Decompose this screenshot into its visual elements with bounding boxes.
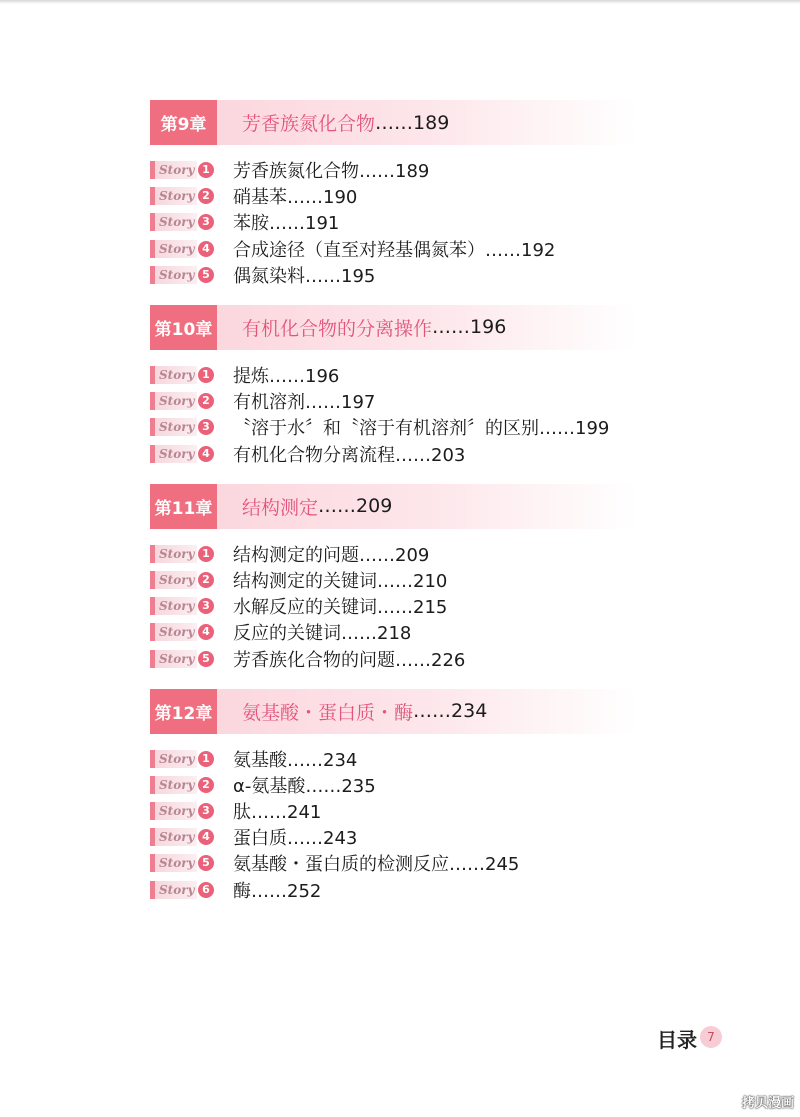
story-entry <box>150 541 670 567</box>
story-label <box>150 161 215 179</box>
story-title: 苯胺……191 <box>233 213 340 235</box>
story-label <box>150 392 215 410</box>
story-number-circle: 2 <box>198 393 214 409</box>
story-title: 提炼……196 <box>233 366 340 388</box>
story-number-circle: 3 <box>198 803 214 819</box>
story-number-circle: 1 <box>198 751 214 767</box>
chapter-section <box>150 689 670 903</box>
story-entry <box>150 157 670 183</box>
story-entry <box>150 746 670 772</box>
chapter-number-box: 第12章 <box>150 689 217 734</box>
story-title: 〝溶于水〞和〝溶于有机溶剂〞的区别……199 <box>233 418 610 440</box>
story-title: 硝基苯……190 <box>233 187 358 209</box>
story-title: 肽……241 <box>233 802 322 824</box>
story-title: 结构测定的关键词……210 <box>233 570 448 592</box>
chapter-number-box: 第9章 <box>150 100 217 145</box>
story-tag: Story <box>155 650 197 668</box>
story-number-circle: 2 <box>198 188 214 204</box>
story-entry <box>150 567 670 593</box>
story-entry <box>150 798 670 824</box>
story-tag: Story <box>155 545 197 563</box>
story-tag: Story <box>155 366 197 384</box>
story-entry <box>150 772 670 798</box>
footer-section-label: 目录 <box>657 1028 697 1052</box>
story-entry <box>150 619 670 645</box>
story-tag: Story <box>155 571 197 589</box>
story-label <box>150 750 215 768</box>
story-title: 酶……252 <box>233 880 322 902</box>
story-label <box>150 881 215 899</box>
story-entry <box>150 414 670 440</box>
chapter-number-box: 第10章 <box>150 305 217 350</box>
story-entry <box>150 441 670 467</box>
story-label <box>150 187 215 205</box>
story-entry <box>150 209 670 235</box>
story-title: 氨基酸……234 <box>233 749 358 771</box>
story-label <box>150 650 215 668</box>
story-title: 水解反应的关键词……215 <box>233 597 448 619</box>
story-entry <box>150 824 670 850</box>
story-number-circle: 2 <box>198 777 214 793</box>
story-entry <box>150 183 670 209</box>
chapter-section <box>150 484 670 672</box>
story-title: 有机化合物分离流程……203 <box>233 444 466 466</box>
story-entry <box>150 593 670 619</box>
chapter-section <box>150 100 670 288</box>
story-number-circle: 1 <box>198 367 214 383</box>
chapter-header <box>150 305 670 350</box>
footer-page-number: 7 <box>700 1026 722 1048</box>
story-number-circle: 5 <box>198 267 214 283</box>
chapter-title: 芳香族氮化合物 <box>242 113 376 135</box>
story-entry <box>150 645 670 671</box>
story-tag: Story <box>155 161 197 179</box>
story-title: 结构测定的问题……209 <box>233 544 430 566</box>
story-label <box>150 266 215 284</box>
story-tag: Story <box>155 828 197 846</box>
story-label <box>150 854 215 872</box>
chapter-section <box>150 305 670 467</box>
chapter-page-ref: ……234 <box>413 700 488 723</box>
story-tag: Story <box>155 213 197 231</box>
story-number-circle: 1 <box>198 546 214 562</box>
story-number-circle: 3 <box>198 419 214 435</box>
story-number-circle: 1 <box>198 162 214 178</box>
story-label <box>150 828 215 846</box>
story-number-circle: 4 <box>198 446 214 462</box>
story-tag: Story <box>155 445 197 463</box>
story-label <box>150 571 215 589</box>
chapter-page-ref: ……196 <box>432 316 507 339</box>
story-number-circle: 3 <box>198 214 214 230</box>
page-top-edge <box>0 0 800 4</box>
story-tag: Story <box>155 240 197 258</box>
story-title: 反应的关键词……218 <box>233 623 412 645</box>
story-label <box>150 366 215 384</box>
story-label <box>150 623 215 641</box>
story-number-circle: 3 <box>198 598 214 614</box>
chapter-title: 有机化合物的分离操作 <box>242 317 433 340</box>
story-tag: Story <box>155 854 197 872</box>
story-number-circle: 5 <box>198 651 214 667</box>
story-label <box>150 213 215 231</box>
story-tag: Story <box>155 266 197 284</box>
story-tag: Story <box>155 776 197 794</box>
story-label <box>150 776 215 794</box>
story-label <box>150 545 215 563</box>
story-label <box>150 597 215 615</box>
story-entry <box>150 877 670 903</box>
chapter-title-band <box>217 689 637 734</box>
story-title: 有机溶剂……197 <box>233 392 376 414</box>
story-label <box>150 240 215 258</box>
story-tag: Story <box>155 802 197 820</box>
story-title: 合成途径（直至对羟基偶氮苯）……192 <box>233 239 556 261</box>
watermark: 拷贝漫画 <box>741 1096 794 1111</box>
chapter-header <box>150 100 670 145</box>
chapter-header <box>150 484 670 529</box>
story-tag: Story <box>155 881 197 899</box>
table-of-contents <box>150 100 670 920</box>
chapter-header <box>150 689 670 734</box>
story-entry <box>150 850 670 876</box>
story-label <box>150 418 215 436</box>
story-title: 芳香族化合物的问题……226 <box>233 649 466 671</box>
story-tag: Story <box>155 750 197 768</box>
story-number-circle: 4 <box>198 241 214 257</box>
story-tag: Story <box>155 187 197 205</box>
story-entry <box>150 236 670 262</box>
story-number-circle: 2 <box>198 572 214 588</box>
chapter-title-band <box>217 305 637 350</box>
story-tag: Story <box>155 623 197 641</box>
chapter-page-ref: ……189 <box>375 111 450 134</box>
chapter-title: 结构测定 <box>242 496 319 519</box>
chapter-title: 氨基酸・蛋白质・酶 <box>242 701 414 724</box>
story-number-circle: 5 <box>198 855 214 871</box>
story-title: α-氨基酸……235 <box>233 775 376 797</box>
story-number-circle: 6 <box>198 882 214 898</box>
story-tag: Story <box>155 597 197 615</box>
story-entry <box>150 362 670 388</box>
story-title: 蛋白质……243 <box>233 828 358 850</box>
story-number-circle: 4 <box>198 829 214 845</box>
story-label <box>150 802 215 820</box>
story-title: 偶氮染料……195 <box>233 265 376 287</box>
story-entry <box>150 388 670 414</box>
story-title: 氨基酸・蛋白质的检测反应……245 <box>233 854 520 876</box>
chapter-title-band <box>217 484 637 529</box>
chapter-title-band <box>217 100 637 145</box>
chapter-number-box: 第11章 <box>150 484 217 529</box>
story-entry <box>150 262 670 288</box>
story-tag: Story <box>155 392 197 410</box>
chapter-page-ref: ……209 <box>318 495 393 518</box>
story-title: 芳香族氮化合物……189 <box>233 161 430 183</box>
story-label <box>150 445 215 463</box>
story-tag: Story <box>155 418 197 436</box>
story-number-circle: 4 <box>198 624 214 640</box>
